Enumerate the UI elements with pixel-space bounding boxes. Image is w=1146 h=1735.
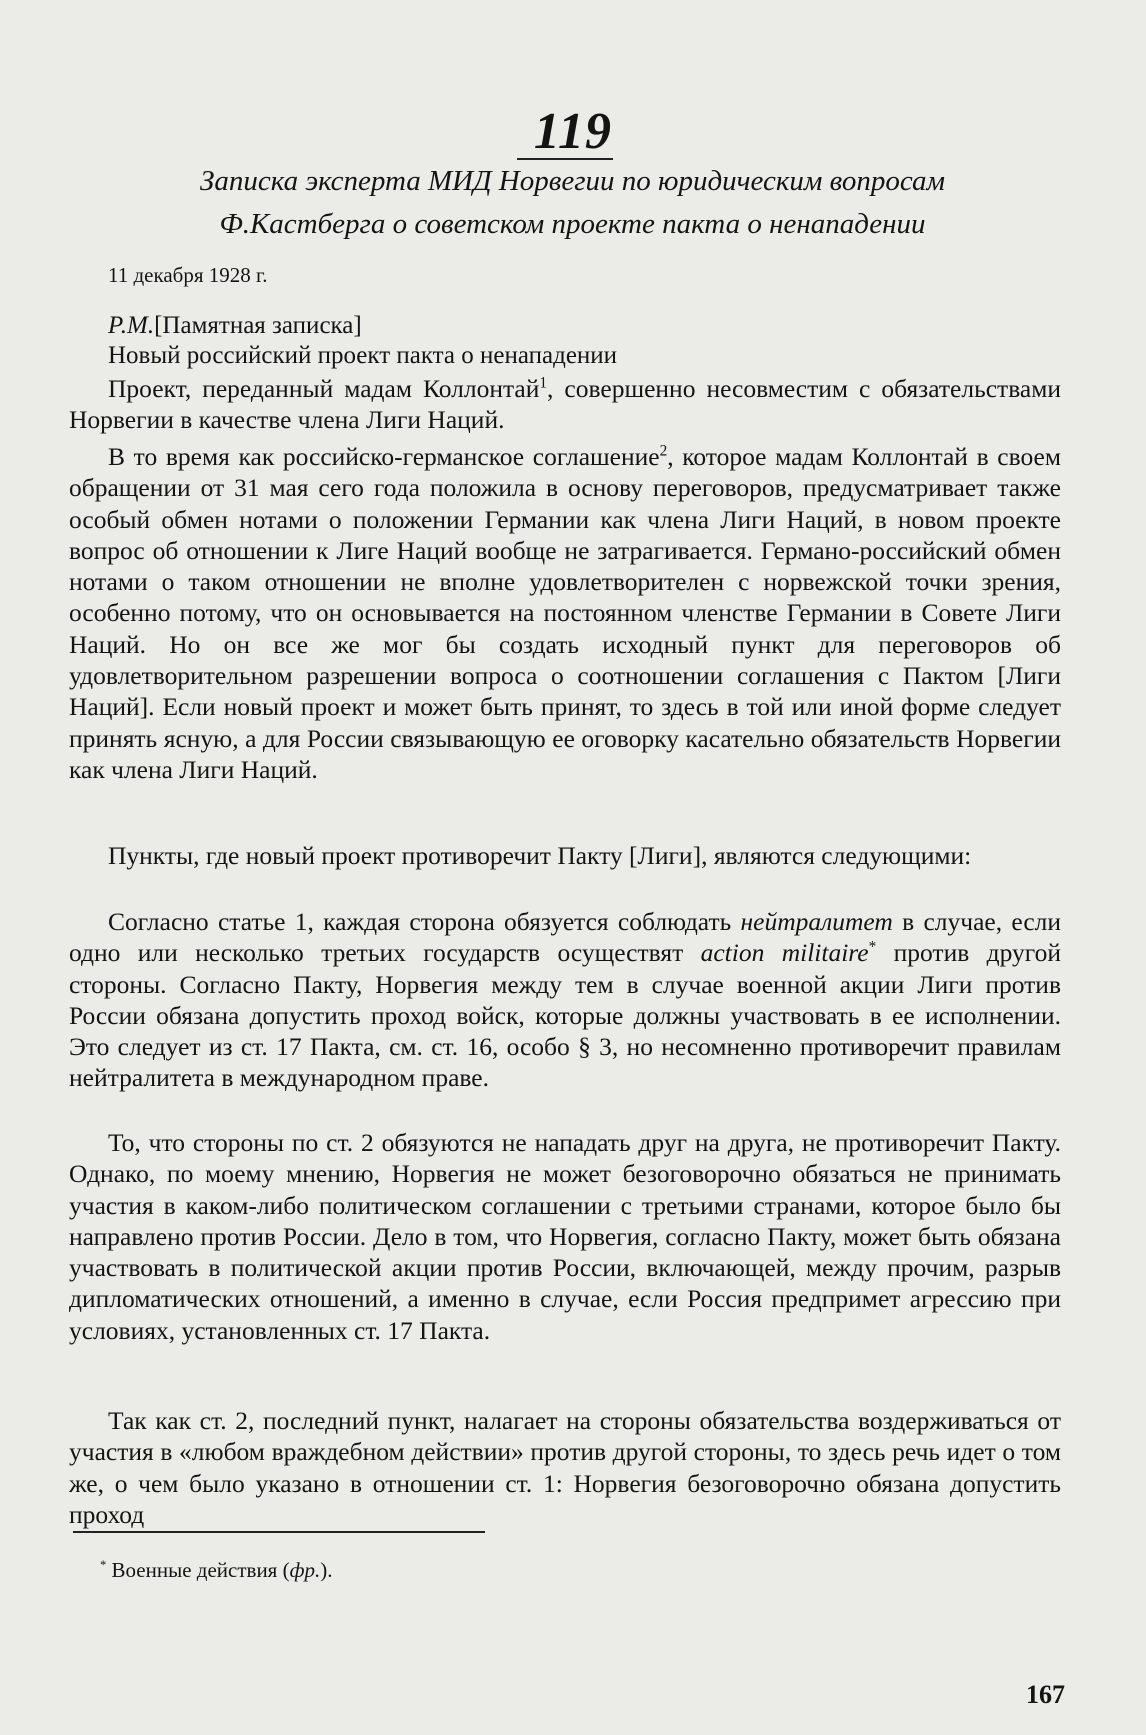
document-heading: Новый российский проект пакта о ненападении [108,342,618,369]
document-title-line-1: Записка эксперта МИД Норвегии по юридическим вопросам [200,165,945,197]
paragraph-1 [69,373,1061,436]
document-type [108,310,362,342]
footnote-separator [73,1531,485,1533]
paragraph-2 [69,441,1061,785]
footnote-text: Военные действия ( [106,1558,290,1582]
footnote-end: ). [320,1558,333,1582]
footnote-ref-1: 1 [539,374,548,392]
paragraph-4-text-a: Согласно статье 1, каждая сторона обязуется соблюдать [108,907,741,936]
paragraph-1-text-a: Проект, переданный мадам Коллонтай [108,374,540,403]
page-number: 167 [1026,1680,1065,1709]
document-number: 119 [533,103,613,160]
paragraph-6: Так как ст. 2, последний пункт, налагает на стороны обязательства воздерживаться от участия в «любом враждебном действии» против другой стороны, то здесь речь идет о том же, о чем было указано в отношении ст. 1: Норвегия безоговорочно обязана допустить проход [69,1406,1061,1529]
document-title-line-2: Ф.Кастберга о советском проекте пакта о ненападении [219,208,926,240]
footnote-italic: фр. [289,1558,321,1582]
footnote-mark: * [100,1558,107,1572]
paragraph-1-text-b: , совершенно несовместим с обязательствами Норвегии в качестве члена Лиги Наций. [69,374,1061,435]
paragraph-2-text-b: , которое мадам Коллонтай в своем обращении от 31 мая сего года положила в основу переговоров, предусматривает также особый обмен нотами о положении Германии как члена Лиги Наций, в новом проекте вопрос об отношении к Лиге Наций вообще не затрагивается. Германо-российский обмен нотами о таком отношении не вполне удовлетворителен с норвежской точки зрения, особенно потому, что он основывается на постоянном членстве Германии в Совете Лиги Наций. Но он все же мог бы создать исходный пункт для переговоров об удовлетворительном разрешении вопроса о соотношении соглашения с Пактом [Лиги Наций]. Если новый проект и может быть принят, то здесь в той или иной форме следует принять ясную, а для России связывающую ее оговорку касательно обязательств Норвегии как члена Лиги Наций. [69,442,1061,784]
paragraph-4-italic-neutrality: нейтралитет [740,907,893,936]
paragraph-4-italic-action-militaire: action militaire [700,938,869,968]
paragraph-4-text-c: против другой стороны. Согласно Пакту, Норвегия между тем в случае военной акции Лиги против России обязана допустить проход войск, которые должны участвовать в ее исполнении. Это следует из ст. 17 Пакта, см. ст. 16, особо § 3, но несомненно противоречит правилам нейтралитета в международном праве. [69,938,1061,1093]
paragraph-3: Пункты, где новый проект противоречит Пакту [Лиги], являются следующими: [108,841,972,870]
footnote-ref-2: 2 [659,442,668,460]
paragraph-4-text-b: в случае, если одно или несколько третьих государств осуществят [69,907,1062,968]
paragraph-5: То, что стороны по ст. 2 обязуются не нападать друг на друга, не противоречит Пакту. Однако, по моему мнению, Норвегия не может безоговорочно обязаться не принимать участия в каком-либо политическом соглашении с третьими странами, которое было бы направлено против России. Дело в том, что Норвегия, согласно Пакту, может быть обязана участвовать в политической акции против России, включающей, между прочим, разрыв дипломатических отношений, а именно в случае, если Россия предпримет агрессию при условиях, установленных ст. 17 Пакта. [69,1128,1061,1345]
footnote [100,1558,333,1583]
document-date: 11 декабря 1928 г. [108,263,268,287]
document-type-label: [Памятная записка] [154,312,362,339]
footnote-ref-star: * [868,938,877,956]
paragraph-2-text-a: В то время как российско-германское соглашение [108,442,660,471]
paragraph-4 [69,906,1061,1094]
document-type-prefix: Р.М. [108,312,155,339]
